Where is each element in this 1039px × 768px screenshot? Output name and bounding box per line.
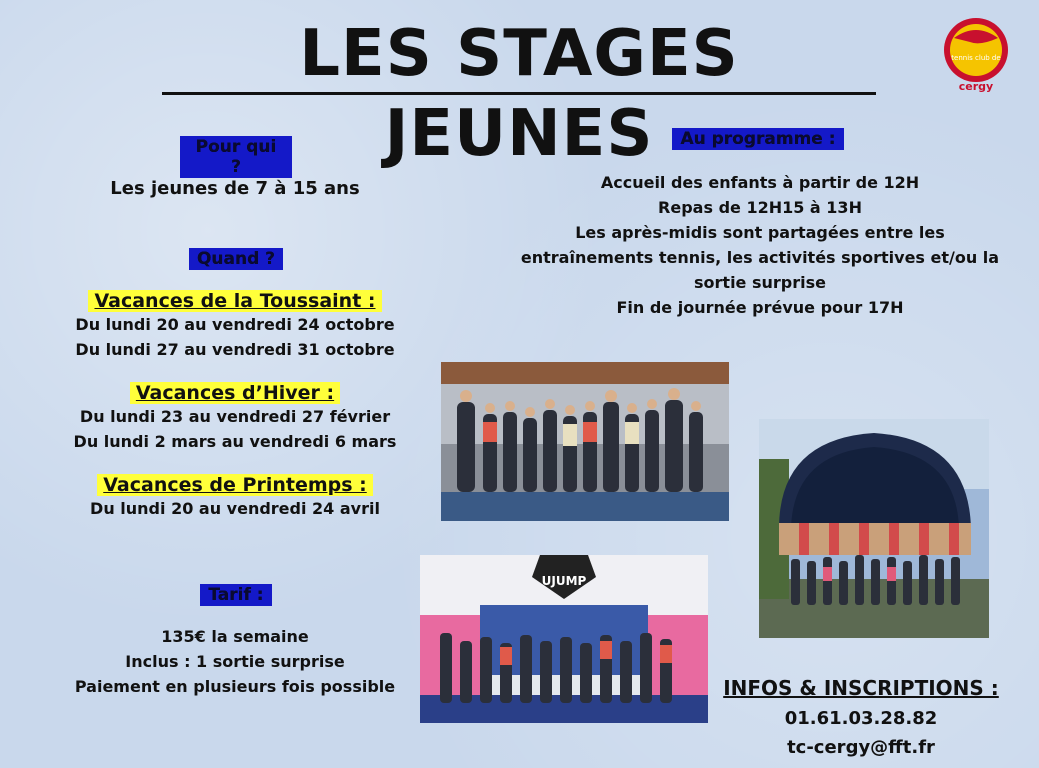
period-line: Du lundi 20 au vendredi 24 octobre (75, 315, 395, 334)
period-line: Du lundi 23 au vendredi 27 février (79, 407, 391, 426)
svg-text:cergy: cergy (958, 80, 994, 93)
group-photo-trampoline (420, 555, 708, 723)
pour-qui-label: Pour qui ? (180, 136, 292, 178)
programme-line: Fin de journée prévue pour 17H (616, 298, 904, 317)
page-title: LES STAGES JEUNES (299, 17, 739, 171)
tarif-line: Paiement en plusieurs fois possible (74, 677, 396, 696)
tarif-details (50, 624, 420, 699)
quand-heading (186, 248, 286, 270)
programme-heading (664, 128, 852, 150)
period-hiver (30, 382, 440, 454)
tarif-heading (196, 584, 276, 606)
group-photo-gym (441, 362, 729, 521)
period-line: Du lundi 2 mars au vendredi 6 mars (73, 432, 397, 451)
programme-label: Au programme : (672, 128, 843, 150)
period-line: Du lundi 20 au vendredi 24 avril (90, 499, 380, 518)
period-label: Vacances de la Toussaint : (88, 290, 381, 312)
period-label: Vacances de Printemps : (97, 474, 373, 496)
tarif-line: Inclus : 1 sortie surprise (125, 652, 345, 671)
period-line: Du lundi 27 au vendredi 31 octobre (75, 340, 395, 359)
tarif-label: Tarif : (200, 584, 271, 606)
infos-title: INFOS & INSCRIPTIONS : (723, 676, 999, 700)
trampoline-sign-text: UJUMP (541, 574, 587, 588)
group-photo-stage (759, 419, 989, 638)
phone-number: 01.61.03.28.82 (784, 708, 938, 729)
programme-line: Les après-midis sont partagées entre les (575, 223, 945, 242)
programme-line: Accueil des enfants à partir de 12H (600, 173, 920, 192)
programme-details (500, 170, 1020, 320)
email-address: tc-cergy@fft.fr (787, 737, 935, 758)
pour-qui-heading (180, 136, 292, 178)
period-printemps (30, 474, 440, 521)
programme-line: sortie surprise (694, 273, 826, 292)
club-logo (940, 16, 1012, 94)
period-toussaint (30, 290, 440, 362)
programme-line: Repas de 12H15 à 13H (658, 198, 862, 217)
title-underline (162, 92, 876, 95)
pour-qui-text: Les jeunes de 7 à 15 ans (110, 178, 360, 199)
svg-text:tennis club de: tennis club de (951, 54, 1001, 62)
infos-block (720, 676, 1002, 760)
programme-line: entraînements tennis, les activités sportives et/ou la (520, 248, 1000, 267)
tarif-line: 135€ la semaine (161, 627, 309, 646)
period-label: Vacances d’Hiver : (130, 382, 340, 404)
quand-label: Quand ? (189, 248, 283, 270)
